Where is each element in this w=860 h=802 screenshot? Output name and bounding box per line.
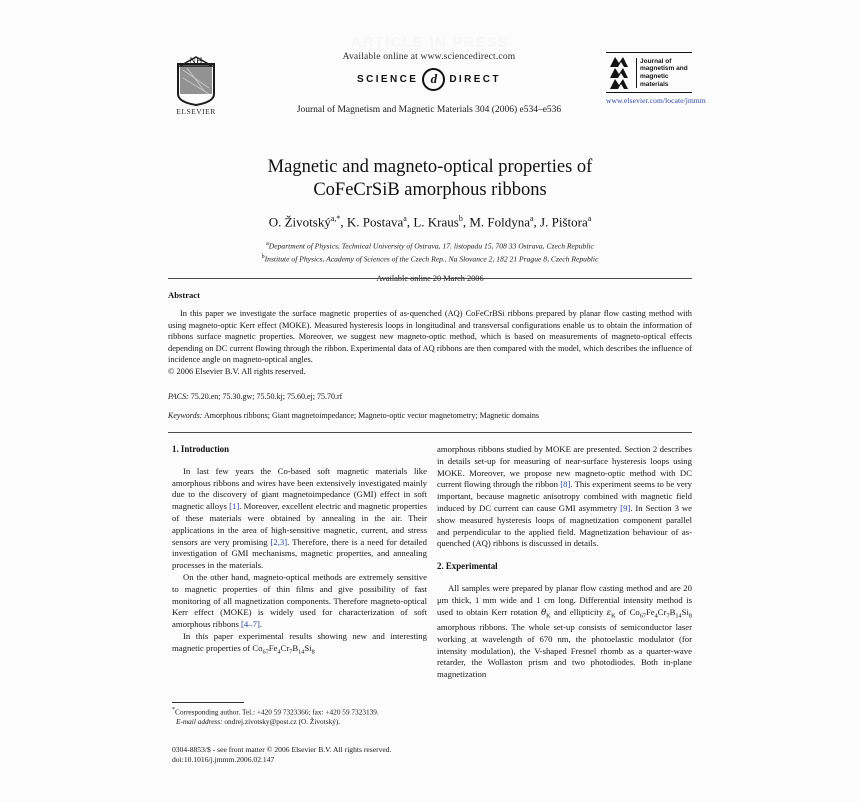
intro-paragraph-1: [172, 466, 427, 572]
exp-formula-cr: Cr: [657, 606, 667, 617]
formula-sub-co: 67: [262, 648, 269, 656]
issn-copyright-line: 0304-8853/$ - see front matter © 2006 Elsevier B.V. All rights reserved.: [172, 745, 392, 754]
intro-p3-cont-c: . In Section 3 we show measured hysteresis loops of magnetization component parallel and perpendicular to the applied field. Magnetization behaviour of as-quenched (AQ) ribbons is discussed in details.: [437, 502, 692, 549]
sciencedirect-block: [264, 52, 594, 91]
section-heading-introduction: 1. Introduction: [172, 444, 230, 454]
intro-paragraph-3-continued: [437, 444, 692, 550]
formula-sub-cr: 7: [289, 648, 293, 656]
formula-sub-b: 14: [298, 648, 305, 656]
author-list: O. Životský$^{a,*}$, K. Postava$^a$, L. Kraus$^b$, M. Foldyna$^a$, J. Pištora$^a$: [268, 214, 592, 230]
svg-text:NH: NH: [189, 56, 203, 66]
exp-formula-sub-b: 14: [675, 612, 682, 620]
keywords-line: [168, 411, 692, 420]
abstract-copyright: © 2006 Elsevier B.V. All rights reserved.: [168, 366, 306, 376]
exp-formula-sub-co: 67: [639, 612, 646, 620]
pacs-line: [168, 392, 692, 401]
citation-ref-8[interactable]: [8]: [560, 479, 571, 490]
exp-p1-c: of Co: [615, 606, 640, 617]
abstract-top-divider: [168, 278, 692, 279]
footnote-divider: [172, 702, 244, 703]
citation-ref-4-7[interactable]: [4–7]: [241, 619, 260, 630]
exp-formula-fe: Fe: [645, 606, 655, 617]
jmmm-logo-text: Journal of magnetism and magnetic materials: [636, 58, 690, 88]
intro-p2-a: On the other hand, magneto-optical methods are extremely sensitive to magnetic properties of thin films and give possibility of fast monitoring of all magnetization components. Therefore magneto-optical Kerr effect (MOKE) is widely used for characterization of soft amorphous ribbons: [172, 571, 427, 630]
intro-p3-a: In this paper experimental results showing new and interesting magnetic properties of Co: [172, 630, 427, 653]
corresponding-author-footnote: [172, 702, 427, 727]
jmmm-logo-box: [606, 52, 692, 93]
exp-formula-sub-si: 8: [688, 612, 692, 620]
affiliations: [168, 239, 692, 265]
article-in-press-banner: ARTICLE IN PRESS: [350, 34, 510, 51]
keywords-label: Keywords:: [168, 411, 203, 420]
intro-paragraph-2: [172, 572, 427, 631]
exp-formula-si: Si: [681, 606, 689, 617]
intro-p2-b: .: [259, 619, 263, 630]
symbol-theta-sub: K: [546, 612, 551, 620]
sciencedirect-right-word: DIRECT: [449, 74, 501, 85]
intro-p3-cont-a: amorphous ribbons studied by MOKE are presented. Section 2 describes in details set-up for measuring of near-surface hysteresis loops using MOKE. Moreover, we propose new magneto-optic method with DC current flowing through the ribbon: [437, 444, 692, 490]
footnote-line-1: [172, 706, 427, 717]
intro-p1-b: . Moreover, excellent electric and magnetic properties of these materials were obtained by annealing in the air. Their applications in the area of high-sensitive magnetic, current, and stress sensors are very promising: [172, 501, 428, 547]
right-column: [437, 444, 692, 681]
exp-p1-a: All samples were prepared by planar flow casting method and are 20 μm thick, 1 mm wide and 1 cm long. Differential intensity method is used to obtain Kerr rotation: [437, 582, 692, 617]
formula-b: B: [292, 642, 299, 653]
abstract-bottom-divider: [168, 432, 692, 433]
affiliation-a: Department of Physics, Technical University of Ostrava, 17. listopadu 15, 708 33 Ostrava, Czech Republic: [268, 241, 594, 251]
keywords-value: Amorphous ribbons; Giant magnetoimpedance; Magneto-optic vector magnetometry; Magnetic domains: [203, 411, 539, 420]
email-value[interactable]: ondrej.zivotsky@post.cz (O. Životský).: [224, 717, 341, 727]
abstract-text: In this paper we investigate the surface magnetic properties of as-quenched (AQ) CoFeCrBSi ribbons prepared by planar flow casting method with using magneto-optic Kerr effect (MOKE). Measured hysteresis loops in longitudinal and transversal configurations enable us to obtain the information of ribbons surface magnetic properties. Moreover, we suggest new magneto-optic method, which is based on measurements of magneto-optical effects depending on DC current flowing through the ribbon. Experimental data of AQ ribbons are then compared with the model, which describes the influence of incidence angle on magneto-optical angles.: [168, 309, 692, 365]
citation-ref-9[interactable]: [9]: [620, 502, 631, 513]
section-heading-experimental: 2. Experimental: [437, 561, 498, 572]
formula-cr: Cr: [280, 642, 290, 653]
abstract-block: [168, 290, 692, 378]
available-online-date: Available online 20 March 2006: [376, 274, 484, 284]
formula-sub-si: 8: [311, 648, 315, 656]
intro-p3-cont-b: . This experiment seems to be very important, because magnetic anisotropy combined with magnetic field induced by DC current can cause GMI asymmetry: [437, 479, 692, 513]
symbol-epsilon: ε: [606, 607, 612, 618]
symbol-theta: θ: [540, 607, 547, 618]
doi-line: doi:10.1016/j.jmmm.2006.02.147: [172, 755, 275, 765]
available-online-at-text: Available online at www.sciencedirect.com: [342, 52, 516, 62]
email-label: E-mail address:: [176, 717, 223, 727]
formula-fe: Fe: [268, 642, 278, 653]
title-line-1: Magnetic and magneto-optical properties of: [267, 157, 593, 177]
jmmm-journal-logo: [606, 52, 706, 105]
footnote-line-2: [172, 717, 427, 727]
exp-formula-b: B: [669, 606, 676, 617]
experimental-paragraph-1: [437, 583, 692, 681]
affiliation-a-row: $^a$Department of Physics, Technical University of Ostrava, 17. listopadu 15, 708 33 Ostrava, Czech Republic: [266, 241, 594, 251]
symbol-epsilon-sub: K: [611, 612, 616, 620]
intro-p1-c: . Therefore, there is a need for detailed investigation of GMI mechanisms, magnetic properties, and annealing processes in the materials.: [172, 536, 427, 571]
abstract-heading: Abstract: [168, 290, 200, 300]
masthead: [168, 32, 706, 132]
sciencedirect-d-icon: d: [422, 68, 445, 91]
journal-citation-line: Journal of Magnetism and Magnetic Materials 304 (2006) e534–e536: [296, 105, 562, 115]
citation-ref-1[interactable]: [1]: [229, 501, 240, 512]
footnote-marker: *: [172, 707, 175, 713]
elsevier-wordmark: ELSEVIER: [176, 107, 216, 116]
citation-ref-2-3[interactable]: [2,3]: [270, 536, 288, 547]
elsevier-logo: [168, 54, 224, 116]
jmmm-m-marks-icon: [608, 57, 632, 89]
exp-formula-sub-cr: 7: [666, 612, 670, 620]
jmmm-url-link[interactable]: www.elsevier.com/locate/jmmm: [606, 96, 706, 105]
exp-formula-sub-fe: 4: [654, 612, 658, 620]
sciencedirect-left-word: SCIENCE: [357, 74, 419, 85]
affiliation-b: Institute of Physics, Academy of Sciences of the Czech Rep., Na Slovance 2, 182 21 Prague 8, Czech Republic: [264, 254, 599, 264]
formula-si: Si: [304, 642, 312, 653]
title-line-2: CoFeCrSiB amorphous ribbons: [313, 180, 547, 200]
pacs-label: PACS:: [168, 392, 189, 401]
footnote-text: Corresponding author. Tel.: +420 59 7323366; fax: +420 59 7323139.: [175, 707, 379, 717]
exp-p1-h: amorphous ribbons. The whole set-up consists of semiconductor laser working at wavelength of 670 nm, the photoelastic modulator (for intensity modulation), the V-shaped Fresnel rhomb as a quarter-wave retarder, the Wollaston prism and two photodiodes. Both in-plane magnetization: [437, 622, 692, 680]
formula-sub-fe: 4: [277, 648, 281, 656]
affiliation-b-row: $^b$Institute of Physics, Academy of Sciences of the Czech Rep., Na Slovance 2, 182 21 Prague 8, Czech Republic: [261, 254, 599, 264]
intro-p1-a: In last few years the Co-based soft magnetic materials like amorphous ribbons and wires have been extensively investigated mainly due to the discovery of giant magnetoimpedance (GMI) effect in soft magnetic alloys: [172, 465, 427, 512]
elsevier-tree-icon: [175, 54, 217, 106]
page-title: [168, 156, 692, 202]
exp-p1-b: and ellipticity: [550, 606, 607, 617]
sciencedirect-logo: [264, 68, 594, 91]
left-column: [172, 444, 427, 658]
title-block: [168, 156, 692, 283]
pacs-value: 75.20.en; 75.30.gw; 75.50.kj; 75.60.ej; 75.70.rf: [190, 392, 343, 401]
bottom-matter: [172, 745, 692, 766]
intro-paragraph-3: [172, 631, 427, 658]
